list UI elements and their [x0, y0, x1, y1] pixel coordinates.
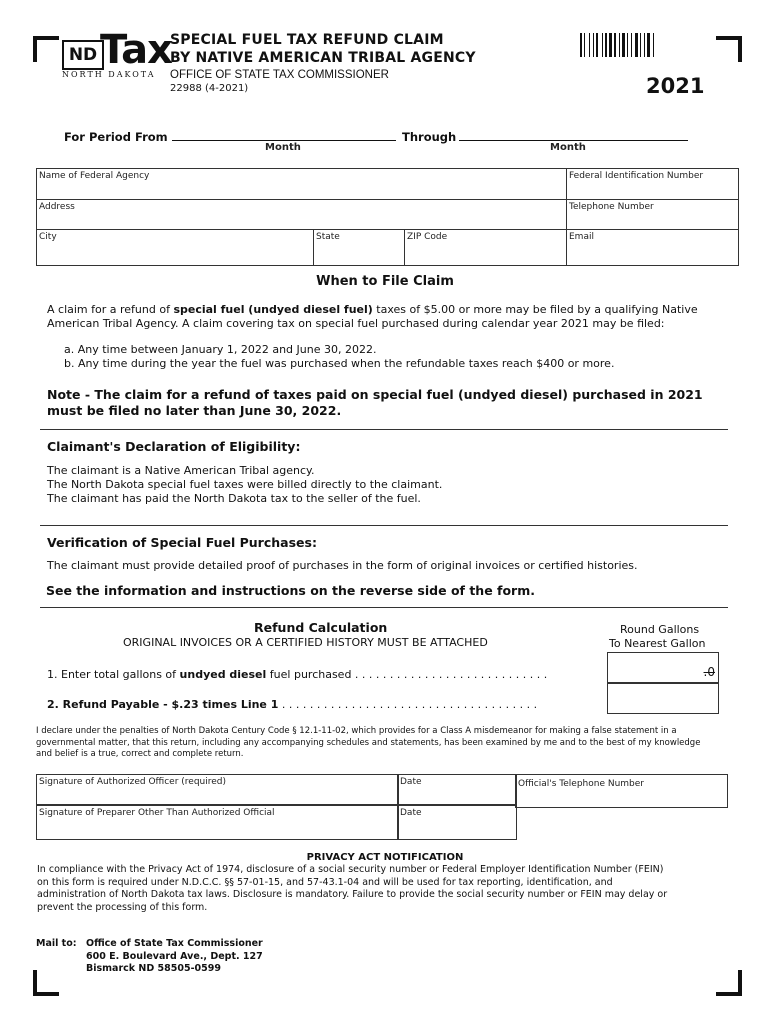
registration-mark-top-right — [716, 36, 742, 62]
barcode-bar — [644, 33, 645, 57]
verification-title: Verification of Special Fuel Purchases: — [47, 535, 317, 550]
registration-mark-bottom-left — [33, 970, 59, 996]
mail-line1: Office of State Tax Commissioner — [86, 938, 263, 949]
official-phone-field[interactable] — [515, 774, 728, 808]
eligibility-line2: The North Dakota special fuel taxes were billed directly to the claimant. — [47, 478, 443, 491]
barcode-bar — [593, 33, 594, 57]
month-label-from: Month — [265, 142, 301, 153]
privacy-text — [37, 864, 667, 914]
barcode-bar — [602, 33, 603, 57]
note-line2: must be filed no later than June 30, 2022. — [47, 403, 342, 418]
office-name: OFFICE OF STATE TAX COMMISSIONER — [170, 69, 389, 81]
barcode-bar — [647, 33, 650, 57]
when-to-file-title: When to File Claim — [316, 274, 454, 289]
barcode-bar — [619, 33, 620, 57]
fein-label: Federal Identification Number — [569, 171, 704, 181]
barcode-bar — [605, 33, 607, 57]
registration-mark-top-left — [33, 36, 59, 62]
month-label-through: Month — [550, 142, 586, 153]
address-label: Address — [39, 202, 75, 212]
see-reverse-note: See the information and instructions on the reverse side of the form. — [46, 583, 535, 598]
form-year: 2021 — [646, 74, 705, 98]
penalty-declaration — [36, 726, 700, 761]
form-title-line2: BY NATIVE AMERICAN TRIBAL AGENCY — [170, 50, 476, 66]
line1-gallons-input[interactable] — [607, 652, 719, 684]
period-through-line[interactable] — [459, 140, 688, 141]
period-from-line[interactable] — [172, 140, 396, 141]
decl-line3: and belief is a true, correct and complete return. — [36, 749, 244, 759]
email-field[interactable] — [567, 230, 739, 266]
decl-line2: governmental matter, that this return, including any accompanying schedules and statements, has been examined by me and to the best of my knowledge — [36, 737, 701, 748]
agency-info-table — [36, 168, 739, 266]
barcode-icon — [580, 33, 694, 57]
logo-nd: ND — [62, 40, 104, 70]
privacy-line2: on this form is required under N.D.C.C. §§ 57-01-15, and 57-43.1-04 and will be used for tax reporting, identification, and — [37, 876, 613, 888]
decl-line1: I declare under the penalties of North Dakota Century Code § 12.1-11-02, which provides for a Class A misdemeanor for making a false statement in a — [36, 726, 677, 736]
barcode-bar — [589, 33, 590, 57]
barcode-bar — [614, 33, 616, 57]
logo-tax: Tax — [100, 27, 172, 73]
divider-verification — [40, 525, 728, 526]
intro-bold: special fuel (undyed diesel fuel) — [173, 303, 373, 316]
barcode-bar — [627, 33, 628, 57]
telephone-field[interactable] — [567, 200, 739, 230]
registration-mark-bottom-right — [716, 970, 742, 996]
barcode-bar — [640, 33, 641, 57]
file-item-b: b. Any time during the year the fuel was purchased when the refundable taxes reach $400 or more. — [64, 357, 615, 370]
city-label: City — [39, 232, 57, 242]
verification-text: The claimant must provide detailed proof of purchases in the form of original invoices or certified histories. — [47, 559, 638, 572]
official-phone-label: Official's Telephone Number — [518, 779, 644, 789]
line2-bold: 2. Refund Payable - $.23 times Line 1 — [47, 698, 279, 711]
officer-signature-field[interactable] — [36, 774, 399, 806]
barcode-bar — [596, 33, 598, 57]
barcode-bar — [631, 33, 632, 57]
officer-date-field[interactable] — [397, 774, 517, 806]
refund-line1-label — [47, 668, 547, 682]
privacy-line1: In compliance with the Privacy Act of 1974, disclosure of a social security number or Federal Employer Identification Number (FEIN) — [37, 864, 664, 875]
address-field[interactable] — [37, 200, 567, 230]
note-line1: Note - The claim for a refund of taxes paid on special fuel (undyed diesel) purchased in 2021 — [47, 387, 703, 402]
intro-pre: A claim for a refund of — [47, 303, 174, 316]
intro-line2: American Tribal Agency. A claim covering tax on special fuel purchased during calendar year 2021 may be filed: — [47, 317, 665, 330]
intro-post: taxes of $5.00 or more may be filed by a qualifying Native — [372, 303, 698, 316]
when-to-file-intro — [47, 303, 737, 331]
zip-field[interactable] — [405, 230, 567, 266]
barcode-bar — [609, 33, 612, 57]
line1-bold: undyed diesel — [179, 668, 267, 681]
barcode-bar — [584, 33, 585, 57]
preparer-date-label: Date — [400, 808, 422, 818]
state-field[interactable] — [314, 230, 405, 266]
logo-north-dakota: NORTH DAKOTA — [62, 70, 156, 79]
file-item-a: a. Any time between January 1, 2022 and June 30, 2022. — [64, 343, 377, 356]
period-through-label: Through — [402, 130, 457, 144]
federal-agency-name-field[interactable] — [37, 169, 567, 200]
officer-signature-label: Signature of Authorized Officer (required) — [39, 777, 227, 787]
privacy-line3: administration of North Dakota tax laws. Disclosure is mandatory. Failure to provide the social security number or FEIN may delay or — [37, 889, 668, 900]
telephone-label: Telephone Number — [569, 202, 654, 212]
eligibility-line3: The claimant has paid the North Dakota tax to the seller of the fuel. — [47, 492, 421, 505]
barcode-bar — [635, 33, 638, 57]
zip-label: ZIP Code — [407, 232, 448, 242]
round-gallons-line1: Round Gallons — [620, 623, 700, 636]
state-label: State — [316, 232, 340, 242]
barcode-bar — [580, 33, 582, 57]
fein-field[interactable] — [567, 169, 739, 200]
mail-address — [86, 938, 263, 976]
line1-pre: 1. Enter total gallons of — [47, 668, 180, 681]
mail-line3: Bismarck ND 58505-0599 — [86, 963, 221, 974]
form-number: 22988 (4-2021) — [170, 83, 249, 94]
privacy-line4: prevent the processing of this form. — [37, 901, 208, 913]
period-from-label: For Period From — [64, 130, 168, 144]
privacy-title: PRIVACY ACT NOTIFICATION — [306, 852, 464, 863]
divider-eligibility — [40, 429, 728, 430]
refund-title: Refund Calculation — [254, 620, 388, 635]
mail-line2: 600 E. Boulevard Ave., Dept. 127 — [86, 950, 263, 962]
federal-agency-name-label: Name of Federal Agency — [39, 171, 150, 181]
mail-to-label: Mail to: — [36, 938, 77, 949]
eligibility-line1: The claimant is a Native American Tribal agency. — [47, 464, 315, 477]
line2-refund-input[interactable] — [607, 682, 719, 714]
round-gallons-line2: To Nearest Gallon — [609, 637, 706, 650]
barcode-bar — [622, 33, 625, 57]
line1-gallons-value: .0 — [703, 665, 715, 679]
preparer-signature-label: Signature of Preparer Other Than Authorized Official — [39, 808, 275, 818]
refund-line2-label — [47, 698, 537, 712]
form-title-line1: SPECIAL FUEL TAX REFUND CLAIM — [170, 32, 444, 48]
line2-dots: . . . . . . . . . . . . . . . . . . . . . . . . . . . . . . . . . . . . . — [278, 698, 538, 711]
refund-subtitle: ORIGINAL INVOICES OR A CERTIFIED HISTORY MUST BE ATTACHED — [123, 636, 488, 649]
preparer-date-field[interactable] — [397, 804, 517, 840]
eligibility-title: Claimant's Declaration of Eligibility: — [47, 439, 301, 454]
preparer-signature-field[interactable] — [36, 804, 399, 840]
officer-date-label: Date — [400, 777, 422, 787]
barcode-bar — [653, 33, 654, 57]
email-label: Email — [569, 232, 594, 242]
line1-post: fuel purchased . . . . . . . . . . . . . . . . . . . . . . . . . . . . — [266, 668, 548, 681]
city-field[interactable] — [37, 230, 314, 266]
divider-refund — [40, 607, 728, 608]
